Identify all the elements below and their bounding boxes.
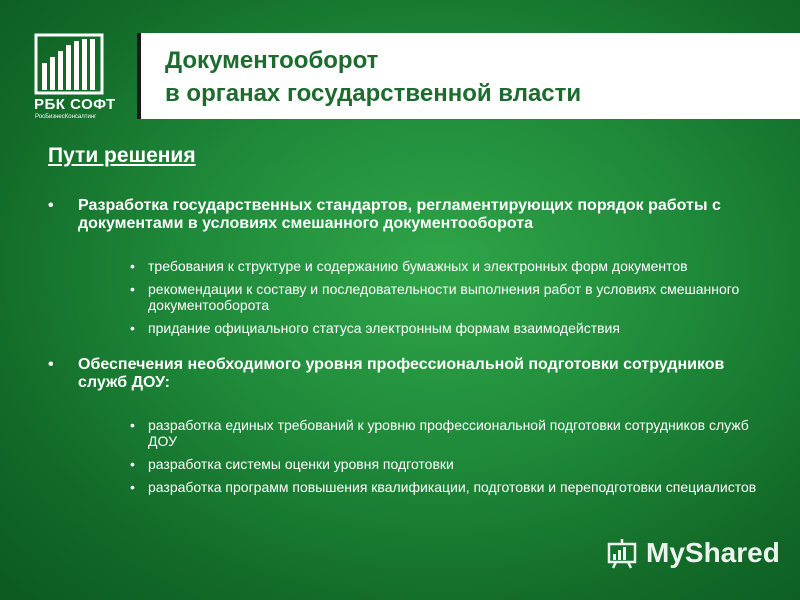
title-line-1: Документооборот <box>165 47 379 74</box>
section-title: Пути решения <box>48 144 196 167</box>
myshared-watermark <box>606 536 780 570</box>
bullet-1-subitem: • придание официального статуса электронным формам взаимодействия <box>48 320 768 336</box>
logo-subtitle: РосБизнесКонсалтинг <box>35 114 97 120</box>
page-title <box>165 44 581 110</box>
bullet-2: • Обеспечения необходимого уровня профессиональной подготовки сотрудников служб ДОУ: <box>48 356 768 392</box>
title-line-2: в органах государственной власти <box>165 80 582 107</box>
bullet-1-subitem: • требования к структуре и содержанию бумажных и электронных форм документов <box>48 258 768 274</box>
bullet-2-subitem: • разработка программ повышения квалификации, подготовки и переподготовки специалистов <box>48 479 768 495</box>
presentation-board-icon <box>606 536 640 570</box>
bullet-2-subitem: • разработка единых требований к уровню профессиональной подготовки сотрудников служб ДОУ <box>48 417 768 449</box>
watermark-text: MyShared <box>646 537 780 568</box>
bullet-2-subitem: • разработка системы оценки уровня подготовки <box>48 456 768 472</box>
bullet-1: • Разработка государственных стандартов, регламентирующих порядок работы с документами в условиях смешанного документооборота <box>48 197 768 233</box>
logo-name: РБК СОФТ <box>34 96 116 113</box>
bullet-1-subitem: • рекомендации к составу и последовательности выполнения работ в условиях смешанного документооборота <box>48 281 768 313</box>
content-list <box>48 197 768 495</box>
